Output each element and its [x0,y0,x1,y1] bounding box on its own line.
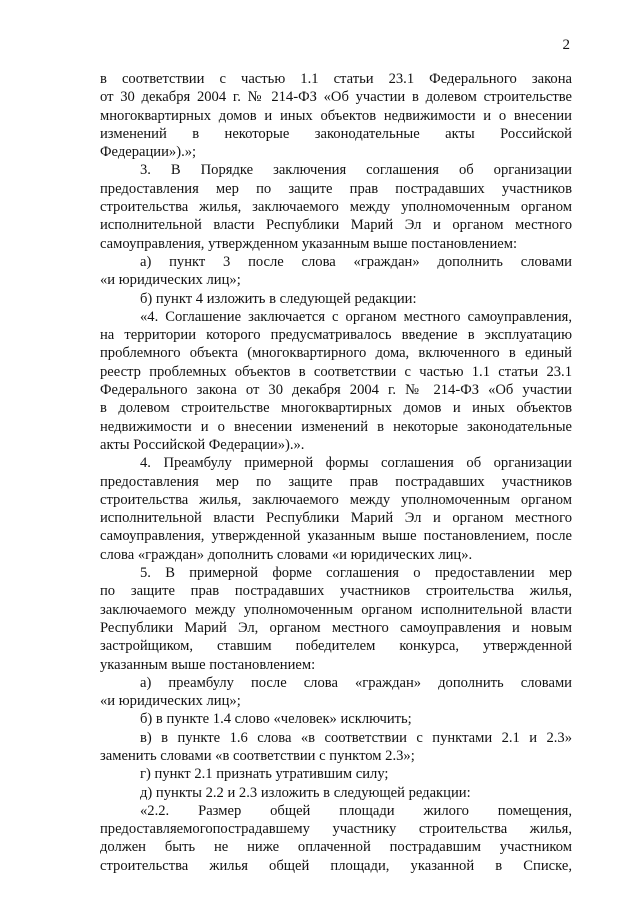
text-line: исполнительной власти Республики Марий Эл и органом местного [100,510,572,527]
text-line: «2.2. Размер общей площади жилого помещения, [140,802,572,819]
document-body [100,70,572,875]
text-line: по защите прав пострадавших участников строительства жилья, [100,583,572,600]
text-line: «и юридических лиц»; [100,693,241,710]
text-line: предоставления мер по защите прав пострадавших участников [100,473,572,490]
paragraph [100,729,572,766]
text-line: многоквартирных домов и иных объектов недвижимости и о внесении [100,107,572,124]
text-line: в) в пункте 1.6 слова «в соответствии с пунктами 2.1 и 2.3» [140,729,572,746]
paragraph [100,454,572,564]
text-line: Республики Марий Эл, органом местного самоуправления и новым [100,619,572,636]
paragraph [100,70,572,161]
text-line: акты Российской Федерации»).». [100,436,305,453]
text-line: предоставляемогопострадавшему участнику строительства жилья, [100,821,572,838]
paragraph [100,674,572,711]
text-line: проблемного объекта (многоквартирного дома, включенного в единый [100,345,572,362]
text-line: б) в пункте 1.4 слово «человек» исключить; [140,711,412,728]
page-number: 2 [562,37,570,53]
text-line: изменений в некоторые законодательные акты Российской [100,125,572,142]
text-line: застройщиком, ставшим победителем конкурса, утвержденной [100,638,572,655]
text-line: слова «граждан» дополнить словами «и юридических лиц». [100,546,473,563]
text-line: на территории которого предусматривалось введение в эксплуатацию [100,327,572,344]
paragraph [100,765,572,783]
text-line: 3. В Порядке заключения соглашения об организации [140,162,572,179]
text-line: должен быть не ниже оплаченной пострадавшим участником [100,839,572,856]
paragraph [100,290,572,308]
paragraph [100,308,572,454]
text-line: самоуправления, утвержденном указанным выше постановлением: [100,235,518,252]
text-line: а) преамбулу после слова «граждан» дополнить словами [140,674,572,691]
text-line: заключаемого между уполномоченным органом исполнительной власти [100,601,572,618]
text-line: указанным выше постановлением: [100,656,316,673]
text-line: б) пункт 4 изложить в следующей редакции: [140,290,417,307]
text-line: реестр проблемных объектов в соответствии с частью 1.1 статьи 23.1 [100,363,572,380]
text-line: г) пункт 2.1 признать утратившим силу; [140,766,389,783]
text-line: Федерации»).»; [100,144,197,161]
paragraph [100,161,572,252]
text-line: Федерального закона от 30 декабря 2004 г. № 214-ФЗ «Об участии [100,382,572,399]
text-line: строительства жилья, заключаемого между уполномоченным органом [100,199,572,216]
paragraph [100,564,572,674]
text-line: строительства жилья общей площади, указанной в Списке, [100,857,572,874]
paragraph [100,784,572,802]
text-line: исполнительной власти Республики Марий Эл и органом местного [100,217,572,234]
text-line: «4. Соглашение заключается с органом местного самоуправления, [140,308,572,325]
text-line: 5. В примерной форме соглашения о предоставлении мер [140,565,572,582]
paragraph [100,802,572,875]
text-line: заменить словами «в соответствии с пунктом 2.3»; [100,747,415,764]
text-line: самоуправления, утвержденной указанным выше постановлением, после [100,528,572,545]
text-line: д) пункты 2.2 и 2.3 изложить в следующей редакции: [140,784,471,801]
text-line: в долевом строительстве многоквартирных домов и иных объектов [100,400,572,417]
text-line: 4. Преамбулу примерной формы соглашения об организации [140,455,572,472]
text-line: а) пункт 3 после слова «граждан» дополнить словами [140,253,572,270]
paragraph [100,710,572,728]
text-line: недвижимости и о внесении изменений в некоторые законодательные [100,418,572,435]
text-line: строительства жилья, заключаемого между уполномоченным органом [100,491,572,508]
text-line: «и юридических лиц»; [100,272,241,289]
text-line: в соответствии с частью 1.1 статьи 23.1 Федерального закона [100,71,572,87]
text-line: предоставления мер по защите прав пострадавших участников [100,180,572,197]
paragraph [100,253,572,290]
text-line: от 30 декабря 2004 г. № 214-ФЗ «Об участии в долевом строительстве [100,89,572,106]
